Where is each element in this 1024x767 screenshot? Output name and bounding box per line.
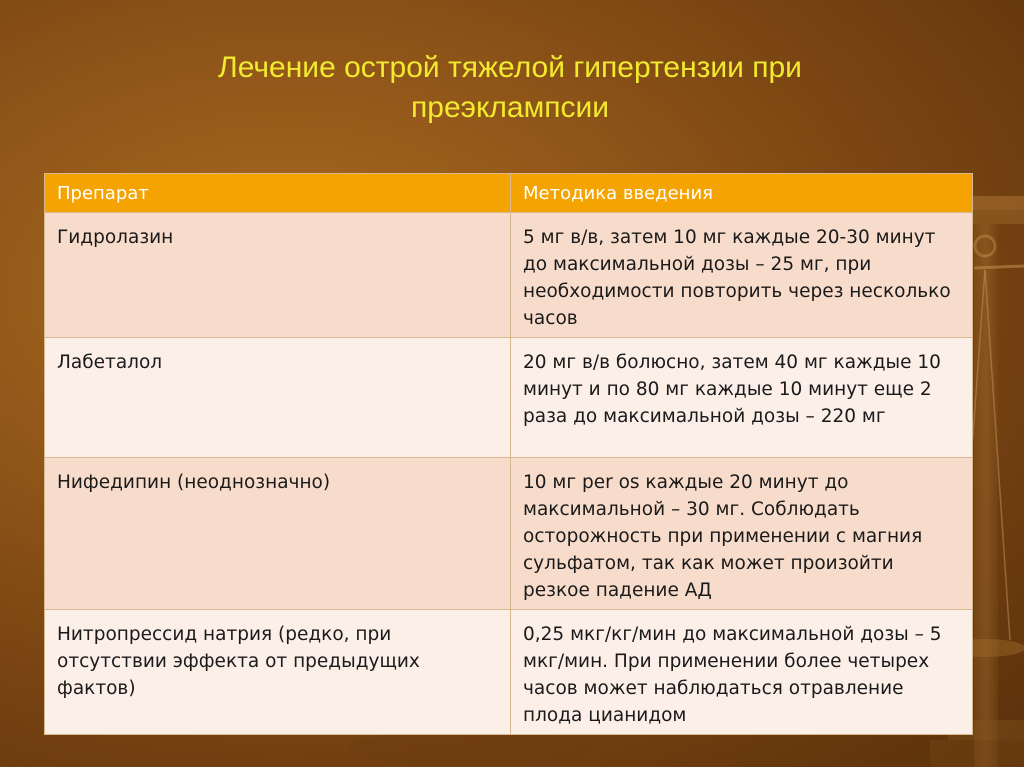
table-row bbox=[45, 610, 973, 735]
header-drug: Препарат bbox=[45, 174, 511, 213]
method-cell: 5 мг в/в, затем 10 мг каждые 20-30 минут до максимальной дозы – 25 мг, при необходимости повторить через несколько часов bbox=[511, 213, 973, 338]
method-cell: 0,25 мкг/кг/мин до максимальной дозы – 5 мкг/мин. При применении более четырех часов может наблюдаться отравление плода цианидом bbox=[511, 610, 973, 735]
slide-title-line-1: Лечение острой тяжелой гипертензии при bbox=[218, 51, 802, 84]
header-method: Методика введения bbox=[511, 174, 973, 213]
slide-title-line-2: преэклампсии bbox=[411, 91, 609, 124]
drug-cell: Гидролазин bbox=[45, 213, 511, 338]
table-row bbox=[45, 338, 973, 458]
drug-cell: Нитропрессид натрия (редко, при отсутствии эффекта от предыдущих фактов) bbox=[45, 610, 511, 735]
table-row bbox=[45, 213, 973, 338]
method-cell: 20 мг в/в болюсно, затем 40 мг каждые 10 минут и по 80 мг каждые 10 минут еще 2 раза до максимальной дозы – 220 мг bbox=[511, 338, 973, 458]
drug-cell: Лабеталол bbox=[45, 338, 511, 458]
drug-cell: Нифедипин (неоднозначно) bbox=[45, 458, 511, 610]
table-header-row bbox=[45, 174, 973, 213]
slide-title bbox=[100, 48, 920, 128]
table-row bbox=[45, 458, 973, 610]
method-cell: 10 мг per os каждые 20 минут до максимальной – 30 мг. Соблюдать осторожность при применении с магния сульфатом, так как может произойти резкое падение АД bbox=[511, 458, 973, 610]
treatment-table bbox=[44, 173, 973, 735]
